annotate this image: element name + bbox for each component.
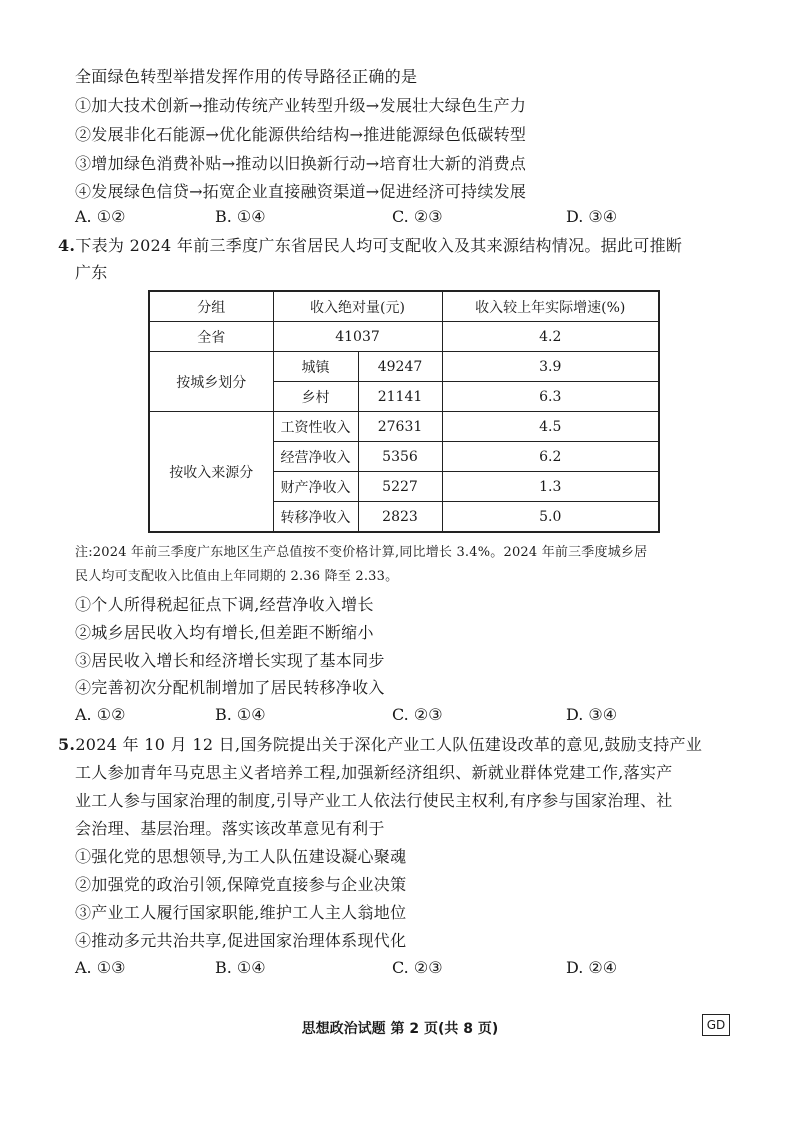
q3-stem-tail: 全面绿色转型举措发挥作用的传导路径正确的是	[75, 67, 418, 86]
q5-stem-line-3: 业工人参与国家治理的制度,引导产业工人依法行使民主权利,有序参与国家治理、社	[75, 791, 673, 810]
q5-option-c[interactable]: C. ②③	[392, 958, 443, 977]
table-cell: 城镇	[273, 352, 358, 382]
table-group-cell: 按城乡划分	[149, 352, 273, 412]
q3-option-d[interactable]: D. ③④	[566, 207, 618, 226]
table-cell: 工资性收入	[273, 412, 358, 442]
table-row	[149, 352, 659, 382]
q4-stem-line-1	[58, 235, 682, 257]
q4-option-d[interactable]: D. ③④	[566, 705, 618, 724]
q3-option-a[interactable]: A. ①②	[75, 207, 126, 226]
q4-stem-text: 下表为 2024 年前三季度广东省居民人均可支配收入及其来源结构情况。据此可推断	[75, 236, 683, 255]
q5-number: 5.	[58, 735, 76, 754]
q4-item-1: ①个人所得税起征点下调,经营净收入增长	[75, 595, 374, 614]
page-footer: 思想政治试题 第 2 页(共 8 页)	[301, 1021, 499, 1037]
table-header-row	[149, 291, 659, 322]
table-note-line-2: 民人均可支配收入比值由上年同期的 2.36 降至 2.33。	[75, 569, 399, 584]
table-cell: 5227	[358, 472, 442, 502]
table-cell: 5356	[358, 442, 442, 472]
q5-stem-line-1	[58, 734, 702, 756]
region-badge: GD	[702, 1014, 730, 1036]
table-group-cell: 按收入来源分	[149, 412, 273, 533]
table-cell: 4.5	[442, 412, 659, 442]
table-cell: 5.0	[442, 502, 659, 533]
q3-options	[75, 206, 635, 228]
q5-item-1: ①强化党的思想领导,为工人队伍建设凝心聚魂	[75, 847, 407, 866]
q5-stem-line-4: 会治理、基层治理。落实该改革意见有利于	[75, 819, 385, 838]
q4-number: 4.	[58, 236, 76, 255]
table-cell: 全省	[149, 322, 273, 352]
table-cell: 27631	[358, 412, 442, 442]
q5-stem-text: 2024 年 10 月 12 日,国务院提出关于深化产业工人队伍建设改革的意见,鼓励支持产业	[75, 735, 703, 754]
q5-item-3: ③产业工人履行国家职能,维护工人主人翁地位	[75, 903, 407, 922]
q4-stem-line-2: 广东	[75, 263, 108, 282]
q5-option-a[interactable]: A. ①③	[75, 958, 126, 977]
table-cell: 21141	[358, 382, 442, 412]
q4-option-b[interactable]: B. ①④	[215, 705, 266, 724]
table-cell: 1.3	[442, 472, 659, 502]
q4-item-3: ③居民收入增长和经济增长实现了基本同步	[75, 651, 385, 670]
table-cell: 6.3	[442, 382, 659, 412]
table-cell: 乡村	[273, 382, 358, 412]
q4-option-a[interactable]: A. ①②	[75, 705, 126, 724]
q4-option-c[interactable]: C. ②③	[392, 705, 443, 724]
table-row	[149, 412, 659, 442]
q5-option-b[interactable]: B. ①④	[215, 958, 266, 977]
table-cell: 2823	[358, 502, 442, 533]
q5-item-2: ②加强党的政治引领,保障党直接参与企业决策	[75, 875, 407, 894]
table-cell: 转移净收入	[273, 502, 358, 533]
q4-item-4: ④完善初次分配机制增加了居民转移净收入	[75, 678, 385, 697]
q4-options	[75, 704, 635, 726]
table-header: 收入较上年实际增速(%)	[442, 291, 659, 322]
q3-item-3: ③增加绿色消费补贴→推动以旧换新行动→培育壮大新的消费点	[75, 154, 527, 173]
table-cell: 财产净收入	[273, 472, 358, 502]
table-cell: 41037	[273, 322, 442, 352]
table-header: 收入绝对量(元)	[273, 291, 442, 322]
q3-item-1: ①加大技术创新→推动传统产业转型升级→发展壮大绿色生产力	[75, 96, 527, 115]
q3-option-c[interactable]: C. ②③	[392, 207, 443, 226]
q3-item-4: ④发展绿色信贷→拓宽企业直接融资渠道→促进经济可持续发展	[75, 182, 527, 201]
q3-item-2: ②发展非化石能源→优化能源供给结构→推进能源绿色低碳转型	[75, 125, 527, 144]
q3-option-b[interactable]: B. ①④	[215, 207, 266, 226]
income-table	[148, 290, 660, 533]
table-cell: 4.2	[442, 322, 659, 352]
q4-item-2: ②城乡居民收入均有增长,但差距不断缩小	[75, 623, 374, 642]
table-cell: 3.9	[442, 352, 659, 382]
table-header: 分组	[149, 291, 273, 322]
q5-stem-line-2: 工人参加青年马克思主义者培养工程,加强新经济组织、新就业群体党建工作,落实产	[75, 763, 673, 782]
table-note-line-1: 注:2024 年前三季度广东地区生产总值按不变价格计算,同比增长 3.4%。2024 年前三季度城乡居	[75, 545, 648, 560]
table-cell: 6.2	[442, 442, 659, 472]
q5-item-4: ④推动多元共治共享,促进国家治理体系现代化	[75, 931, 407, 950]
table-cell: 经营净收入	[273, 442, 358, 472]
table-row	[149, 322, 659, 352]
table-cell: 49247	[358, 352, 442, 382]
q5-options	[75, 957, 635, 979]
q5-option-d[interactable]: D. ②④	[566, 958, 618, 977]
